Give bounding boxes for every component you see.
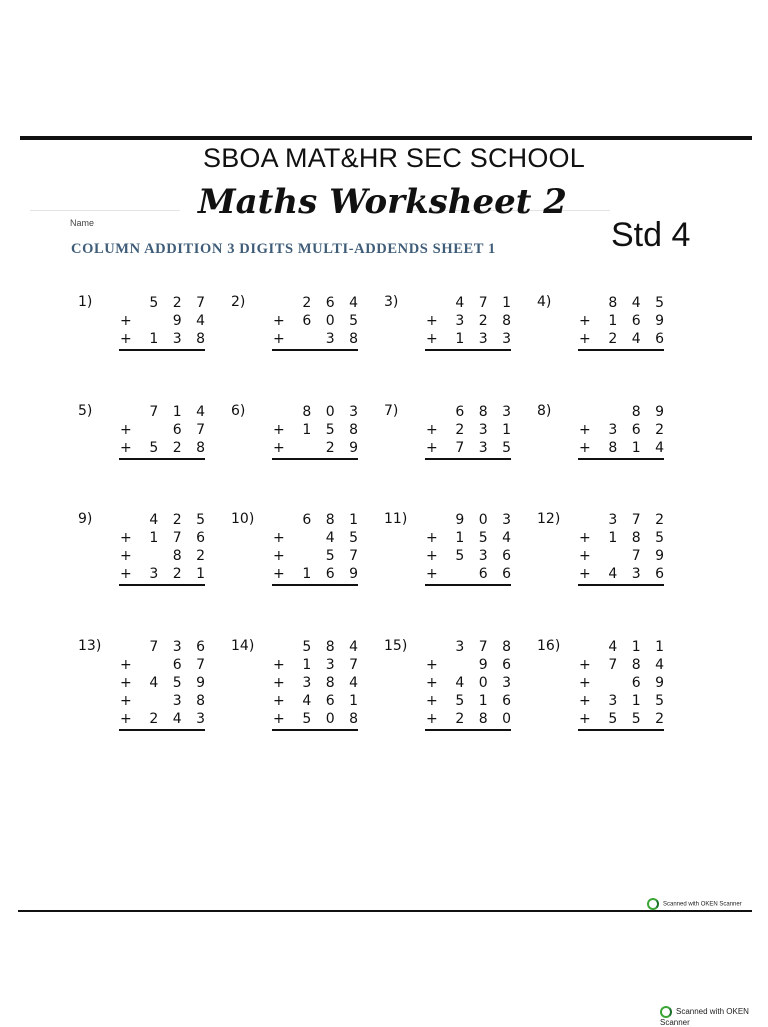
problem-number: 15) <box>384 638 408 654</box>
addend-row <box>120 565 210 583</box>
addend-row <box>273 421 363 439</box>
addend-digits: 8 1 4 <box>608 440 669 456</box>
sum-line <box>272 458 358 460</box>
addend-row <box>273 439 363 457</box>
addend-row <box>273 565 363 583</box>
addend-digits: 6 0 5 <box>302 313 363 329</box>
addend-row <box>579 403 669 421</box>
addend-row <box>120 638 210 656</box>
addend-digits: 8 4 5 <box>608 295 669 311</box>
plus-sign: + <box>273 530 285 546</box>
addend-row <box>579 692 669 710</box>
addends <box>426 511 516 583</box>
addend-digits: 4 3 6 <box>608 566 669 582</box>
plus-sign: + <box>120 711 132 727</box>
sum-line <box>272 729 358 731</box>
scan-note-small-text: Scanned with OKEN Scanner <box>663 901 742 908</box>
addend-row <box>120 674 210 692</box>
addend-row <box>273 547 363 565</box>
addend-digits: 1 3 7 <box>302 657 363 673</box>
plus-sign: + <box>120 422 132 438</box>
plus-sign: + <box>426 711 438 727</box>
addend-row <box>426 330 516 348</box>
addend-digits: 2 9 <box>325 440 363 456</box>
addend-digits: 2 4 6 <box>608 331 669 347</box>
plus-sign: + <box>426 530 438 546</box>
addend-digits: 4 5 <box>325 530 363 546</box>
addends <box>273 403 363 457</box>
sum-line <box>578 584 664 586</box>
plus-sign: + <box>579 693 591 709</box>
problem-number: 8) <box>537 403 552 419</box>
addend-digits: 3 7 8 <box>455 639 516 655</box>
plus-sign: + <box>426 331 438 347</box>
addend-digits: 1 5 8 <box>302 422 363 438</box>
plus-sign: + <box>579 657 591 673</box>
addend-digits: 2 4 3 <box>149 711 210 727</box>
plus-sign: + <box>273 440 285 456</box>
addends <box>579 511 669 583</box>
addend-digits: 6 6 <box>478 566 516 582</box>
addend-digits: 3 6 2 <box>608 422 669 438</box>
addend-row <box>579 565 669 583</box>
addend-digits: 7 8 4 <box>608 657 669 673</box>
problem-number: 11) <box>384 511 408 527</box>
plus-sign: + <box>579 313 591 329</box>
plus-sign: + <box>579 331 591 347</box>
addends <box>120 403 210 457</box>
addend-row <box>426 692 516 710</box>
plus-sign: + <box>579 548 591 564</box>
plus-sign: + <box>120 675 132 691</box>
addend-digits: 4 2 5 <box>149 512 210 528</box>
addend-digits: 7 1 4 <box>149 404 210 420</box>
addend-row <box>120 529 210 547</box>
addend-digits: 5 2 8 <box>149 440 210 456</box>
addend-digits: 7 3 5 <box>455 440 516 456</box>
addend-digits: 5 7 <box>325 548 363 564</box>
addend-digits: 6 9 <box>631 675 669 691</box>
addend-digits: 3 2 8 <box>455 313 516 329</box>
plus-sign: + <box>426 566 438 582</box>
problem-number: 7) <box>384 403 399 419</box>
plus-sign: + <box>579 675 591 691</box>
addend-digits: 2 6 4 <box>302 295 363 311</box>
addend-digits: 6 8 3 <box>455 404 516 420</box>
addend-row <box>273 330 363 348</box>
problem-number: 4) <box>537 294 552 310</box>
plus-sign: + <box>579 422 591 438</box>
std-label: Std 4 <box>611 216 691 254</box>
addend-digits: 3 2 1 <box>149 566 210 582</box>
problem-number: 12) <box>537 511 561 527</box>
oken-scanner-logo-icon <box>660 1006 672 1018</box>
addend-row <box>120 421 210 439</box>
addend-row <box>579 710 669 728</box>
addends <box>273 294 363 348</box>
addend-digits: 1 3 8 <box>149 331 210 347</box>
sum-line <box>425 349 511 351</box>
addend-digits: 7 3 6 <box>149 639 210 655</box>
sum-line <box>578 458 664 460</box>
plus-sign: + <box>273 422 285 438</box>
plus-sign: + <box>120 566 132 582</box>
addends <box>273 511 363 583</box>
problem-number: 1) <box>78 294 93 310</box>
sum-line <box>578 349 664 351</box>
plus-sign: + <box>579 566 591 582</box>
plus-sign: + <box>120 331 132 347</box>
addend-row <box>273 529 363 547</box>
problem-number: 14) <box>231 638 255 654</box>
addend-row <box>426 511 516 529</box>
addend-row <box>273 692 363 710</box>
addend-row <box>273 638 363 656</box>
plus-sign: + <box>120 693 132 709</box>
sum-line <box>119 729 205 731</box>
addend-row <box>120 439 210 457</box>
addend-digits: 2 3 1 <box>455 422 516 438</box>
problem-number: 10) <box>231 511 255 527</box>
addend-row <box>273 511 363 529</box>
addends <box>426 638 516 728</box>
addend-row <box>120 547 210 565</box>
addend-row <box>426 565 516 583</box>
plus-sign: + <box>426 675 438 691</box>
addend-digits: 4 5 9 <box>149 675 210 691</box>
sum-line <box>119 458 205 460</box>
addend-digits: 1 5 4 <box>455 530 516 546</box>
problem-number: 2) <box>231 294 246 310</box>
name-label: Name <box>70 218 95 228</box>
addend-row <box>426 294 516 312</box>
addend-digits: 3 8 4 <box>302 675 363 691</box>
addend-row <box>579 421 669 439</box>
addend-digits: 6 7 <box>172 422 210 438</box>
plus-sign: + <box>426 313 438 329</box>
addend-row <box>273 656 363 674</box>
addend-digits: 9 4 <box>172 313 210 329</box>
addend-row <box>579 656 669 674</box>
addend-row <box>273 294 363 312</box>
sum-line <box>425 458 511 460</box>
plus-sign: + <box>273 693 285 709</box>
addend-row <box>426 403 516 421</box>
addend-row <box>120 294 210 312</box>
addend-row <box>426 710 516 728</box>
top-rule <box>20 136 752 140</box>
plus-sign: + <box>426 693 438 709</box>
plus-sign: + <box>273 675 285 691</box>
plus-sign: + <box>579 711 591 727</box>
addend-row <box>579 439 669 457</box>
addend-digits: 1 8 5 <box>608 530 669 546</box>
problem-number: 5) <box>78 403 93 419</box>
problem-number: 16) <box>537 638 561 654</box>
addend-row <box>426 439 516 457</box>
sum-line <box>578 729 664 731</box>
plus-sign: + <box>120 657 132 673</box>
addend-digits: 5 5 2 <box>608 711 669 727</box>
addends <box>120 294 210 348</box>
problem-number: 6) <box>231 403 246 419</box>
addend-digits: 7 9 <box>631 548 669 564</box>
addend-row <box>579 674 669 692</box>
addend-digits: 8 2 <box>172 548 210 564</box>
addend-row <box>426 529 516 547</box>
addend-digits: 3 7 2 <box>608 512 669 528</box>
addend-digits: 3 8 <box>325 331 363 347</box>
worksheet-title: Maths Worksheet 2 <box>198 182 567 222</box>
addend-row <box>579 529 669 547</box>
plus-sign: + <box>426 440 438 456</box>
sum-line <box>119 584 205 586</box>
addend-digits: 5 3 6 <box>455 548 516 564</box>
addend-row <box>120 656 210 674</box>
name-underline <box>30 210 180 211</box>
addend-digits: 5 2 7 <box>149 295 210 311</box>
sum-line <box>272 349 358 351</box>
worksheet-subtitle: COLUMN ADDITION 3 DIGITS MULTI-ADDENDS SHEET 1 <box>71 241 496 257</box>
addend-row <box>426 638 516 656</box>
addend-row <box>426 421 516 439</box>
sum-line <box>425 584 511 586</box>
plus-sign: + <box>426 548 438 564</box>
addend-digits: 9 0 3 <box>455 512 516 528</box>
addend-digits: 5 0 8 <box>302 711 363 727</box>
plus-sign: + <box>120 313 132 329</box>
addend-row <box>273 674 363 692</box>
addend-digits: 6 7 <box>172 657 210 673</box>
addends <box>426 294 516 348</box>
addends <box>426 403 516 457</box>
plus-sign: + <box>120 530 132 546</box>
scan-note-small <box>647 898 742 910</box>
plus-sign: + <box>120 440 132 456</box>
addend-row <box>120 312 210 330</box>
addend-digits: 9 6 <box>478 657 516 673</box>
addend-row <box>120 511 210 529</box>
plus-sign: + <box>273 313 285 329</box>
plus-sign: + <box>120 548 132 564</box>
plus-sign: + <box>426 422 438 438</box>
addend-digits: 1 6 9 <box>608 313 669 329</box>
addends <box>120 511 210 583</box>
addend-row <box>426 674 516 692</box>
addend-row <box>273 312 363 330</box>
plus-sign: + <box>579 530 591 546</box>
addend-digits: 4 7 1 <box>455 295 516 311</box>
addend-row <box>120 403 210 421</box>
addend-row <box>579 330 669 348</box>
plus-sign: + <box>273 331 285 347</box>
addend-row <box>426 656 516 674</box>
addend-row <box>579 312 669 330</box>
addend-row <box>579 638 669 656</box>
problem-number: 13) <box>78 638 102 654</box>
scan-note-text: Scanned with OKEN Scanner <box>660 1007 749 1027</box>
addend-row <box>579 547 669 565</box>
addend-digits: 4 0 3 <box>455 675 516 691</box>
oken-scanner-logo-icon <box>647 898 659 910</box>
plus-sign: + <box>273 566 285 582</box>
addend-digits: 1 6 9 <box>302 566 363 582</box>
plus-sign: + <box>273 657 285 673</box>
addends <box>579 403 669 457</box>
addend-digits: 4 6 1 <box>302 693 363 709</box>
problem-number: 3) <box>384 294 399 310</box>
addend-row <box>273 710 363 728</box>
addend-digits: 6 8 1 <box>302 512 363 528</box>
problem-number: 9) <box>78 511 93 527</box>
addend-digits: 8 0 3 <box>302 404 363 420</box>
addend-row <box>426 547 516 565</box>
addend-row <box>120 692 210 710</box>
sum-line <box>425 729 511 731</box>
addend-row <box>579 294 669 312</box>
addends <box>579 294 669 348</box>
addend-row <box>120 710 210 728</box>
addends <box>273 638 363 728</box>
addend-digits: 8 9 <box>631 404 669 420</box>
sum-line <box>119 349 205 351</box>
addend-digits: 2 8 0 <box>455 711 516 727</box>
addend-digits: 1 3 3 <box>455 331 516 347</box>
addend-digits: 4 1 1 <box>608 639 669 655</box>
addend-digits: 3 8 <box>172 693 210 709</box>
addend-digits: 5 8 4 <box>302 639 363 655</box>
plus-sign: + <box>273 711 285 727</box>
bottom-rule <box>18 910 752 912</box>
addend-row <box>273 403 363 421</box>
plus-sign: + <box>579 440 591 456</box>
plus-sign: + <box>273 548 285 564</box>
addend-row <box>120 330 210 348</box>
school-name: SBOA MAT&HR SEC SCHOOL <box>203 143 585 173</box>
addend-digits: 1 7 6 <box>149 530 210 546</box>
addend-digits: 3 1 5 <box>608 693 669 709</box>
sum-line <box>272 584 358 586</box>
addends <box>120 638 210 728</box>
addends <box>579 638 669 728</box>
addend-row <box>426 312 516 330</box>
addend-row <box>579 511 669 529</box>
plus-sign: + <box>426 657 438 673</box>
addend-digits: 5 1 6 <box>455 693 516 709</box>
